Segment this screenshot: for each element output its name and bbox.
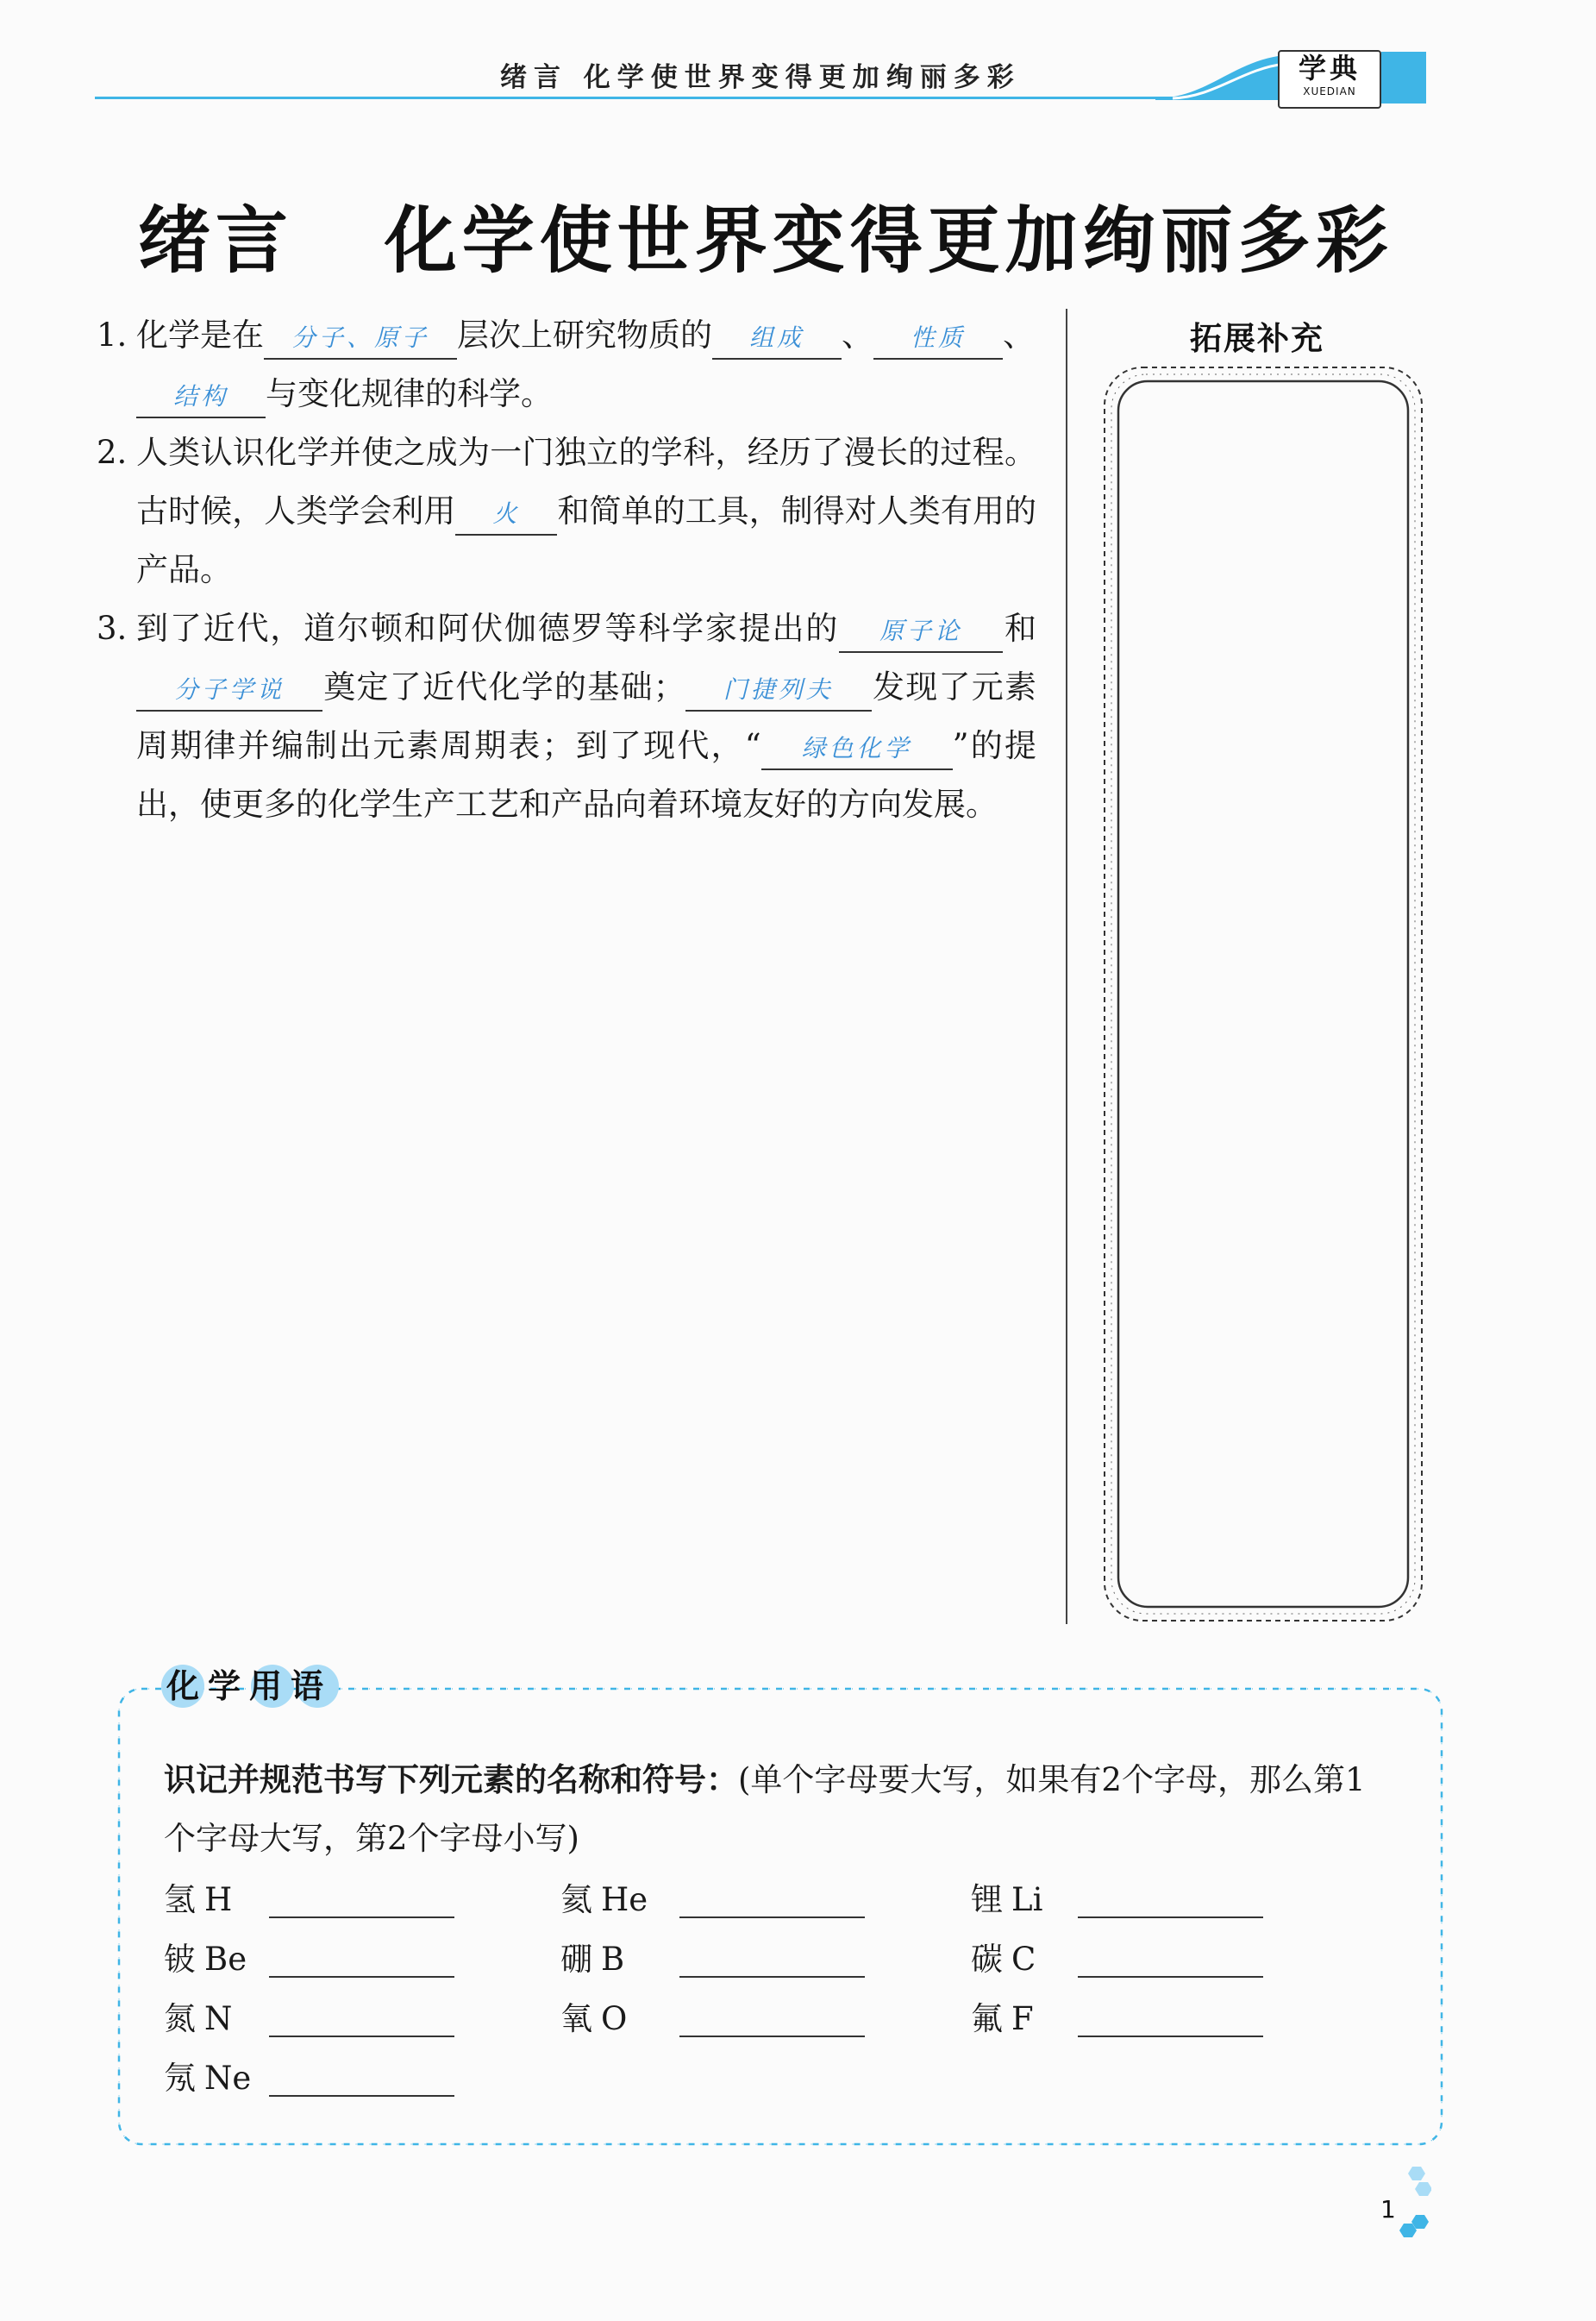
page-title: 绪言 化学使世界变得更加绚丽多彩 xyxy=(138,198,1393,283)
brand-tab xyxy=(1381,52,1426,104)
handwritten-answer: 性质 xyxy=(910,323,966,352)
question-text: ”的提出，使更多的化学生产工艺和产品向着环境友好的方向发展。 xyxy=(136,727,1036,823)
element-symbol: F xyxy=(1011,2000,1034,2037)
question-body xyxy=(97,599,1036,834)
answer-blank[interactable] xyxy=(839,609,1003,653)
brand-logo-en: XUEDIAN xyxy=(1303,85,1356,97)
question-1 xyxy=(97,306,1036,423)
question-text: 奠定了近代化学的基础； xyxy=(322,668,685,706)
terms-instructions-note: (单个字母要大写，如果有2个字母，那么第1个字母大写，第2个字母小写) xyxy=(164,1761,1366,1857)
answer-blank[interactable] xyxy=(455,492,557,536)
element-item xyxy=(164,1940,247,1979)
handwritten-answer: 结构 xyxy=(172,382,228,411)
write-line[interactable] xyxy=(269,2095,454,2097)
element-name: 氦 xyxy=(560,1881,592,1918)
handwritten-answer: 分子学说 xyxy=(173,675,285,704)
element-item xyxy=(164,1999,232,2039)
element-name: 硼 xyxy=(560,1941,592,1978)
terms-heading xyxy=(161,1659,332,1713)
answer-blank[interactable] xyxy=(136,374,266,418)
page-number: 1 xyxy=(1380,2195,1396,2224)
element-name: 碳 xyxy=(971,1941,1003,1978)
side-notes-box[interactable] xyxy=(1099,362,1427,1626)
question-2 xyxy=(97,423,1036,599)
write-line[interactable] xyxy=(679,1916,865,1918)
write-line[interactable] xyxy=(679,2036,865,2037)
running-header xyxy=(95,52,1427,104)
question-text: 化学是在 xyxy=(136,317,264,354)
element-name: 氖 xyxy=(164,2060,196,2097)
column-divider xyxy=(1066,309,1067,1624)
question-body xyxy=(97,306,1036,423)
handwritten-answer: 火 xyxy=(492,499,521,528)
element-symbol: Ne xyxy=(204,2060,252,2097)
answer-blank[interactable] xyxy=(685,668,872,712)
write-line[interactable] xyxy=(1078,2036,1263,2037)
write-line[interactable] xyxy=(1078,1916,1263,1918)
write-line[interactable] xyxy=(269,1976,454,1978)
element-name: 氧 xyxy=(560,2000,592,2037)
question-number: 1. xyxy=(97,317,128,354)
element-item xyxy=(971,1999,1034,2039)
element-symbol: H xyxy=(204,1881,233,1918)
answer-blank[interactable] xyxy=(761,726,953,770)
answer-blank[interactable] xyxy=(264,316,457,360)
element-item xyxy=(164,1880,232,1920)
element-item xyxy=(560,1880,648,1920)
question-text: 和简单的工具，制得对人类有用的产品。 xyxy=(136,492,1037,588)
question-number: 2. xyxy=(97,434,128,471)
element-symbol: N xyxy=(204,2000,233,2037)
question-text: 、 xyxy=(1003,317,1035,354)
question-text: 发现了元素周期律并编制出元素周期表；到了现代，“ xyxy=(136,668,1036,764)
element-name: 氟 xyxy=(971,2000,1003,2037)
question-text: 与变化规律的科学。 xyxy=(266,375,553,412)
terms-heading-text: 化学用语 xyxy=(166,1667,333,1705)
answer-blank[interactable] xyxy=(873,316,1003,360)
handwritten-answer: 原子论 xyxy=(879,617,963,645)
element-name: 氢 xyxy=(164,1881,196,1918)
element-name: 锂 xyxy=(971,1881,1003,1918)
header-rule xyxy=(95,97,1246,99)
handwritten-answer: 绿色化学 xyxy=(801,734,912,762)
question-text: 层次上研究物质的 xyxy=(457,317,712,354)
write-line[interactable] xyxy=(1078,1976,1263,1978)
write-line[interactable] xyxy=(269,1916,454,1918)
header-swoosh-decoration xyxy=(1155,52,1285,100)
handwritten-answer: 组成 xyxy=(748,323,804,352)
element-item xyxy=(971,1940,1036,1979)
write-line[interactable] xyxy=(269,2036,454,2037)
question-text: 人类认识化学并使之成为一门独立的学科，经历了漫长的过程。古时候，人类学会利用 xyxy=(136,434,1036,530)
element-item xyxy=(971,1880,1042,1920)
question-text: 和 xyxy=(1003,610,1037,647)
brand-logo-cn: 学典 xyxy=(1298,52,1361,85)
question-number: 3. xyxy=(97,610,128,647)
running-title: 绪言 化学使世界变得更加绚丽多彩 xyxy=(500,62,1021,93)
terms-instructions-bold: 识记并规范书写下列元素的名称和符号： xyxy=(164,1761,738,1798)
element-name: 铍 xyxy=(164,1941,196,1978)
terms-instructions xyxy=(164,1751,1397,1868)
answer-blank[interactable] xyxy=(136,668,322,712)
side-notes-heading: 拓展补充 xyxy=(1190,320,1324,357)
element-item xyxy=(164,2059,251,2098)
question-3 xyxy=(97,599,1036,834)
brand-logo xyxy=(1278,50,1381,109)
element-symbol: C xyxy=(1011,1941,1036,1978)
question-text: 到了近代，道尔顿和阿伏伽德罗等科学家提出的 xyxy=(136,610,840,647)
question-list xyxy=(97,306,1036,834)
element-item xyxy=(560,1940,624,1979)
element-symbol: Be xyxy=(204,1941,247,1978)
question-text: 、 xyxy=(842,317,873,354)
element-symbol: Li xyxy=(1011,1881,1043,1918)
element-symbol: He xyxy=(601,1881,648,1918)
handwritten-answer: 门捷列夫 xyxy=(723,675,834,704)
element-symbol: O xyxy=(601,2000,628,2037)
element-name: 氮 xyxy=(164,2000,196,2037)
terms-box-border xyxy=(112,1673,1449,2152)
answer-blank[interactable] xyxy=(712,316,842,360)
element-item xyxy=(560,1999,627,2039)
element-symbol: B xyxy=(601,1941,625,1978)
write-line[interactable] xyxy=(679,1976,865,1978)
question-body xyxy=(97,423,1036,599)
handwritten-answer: 分子、原子 xyxy=(291,323,429,352)
